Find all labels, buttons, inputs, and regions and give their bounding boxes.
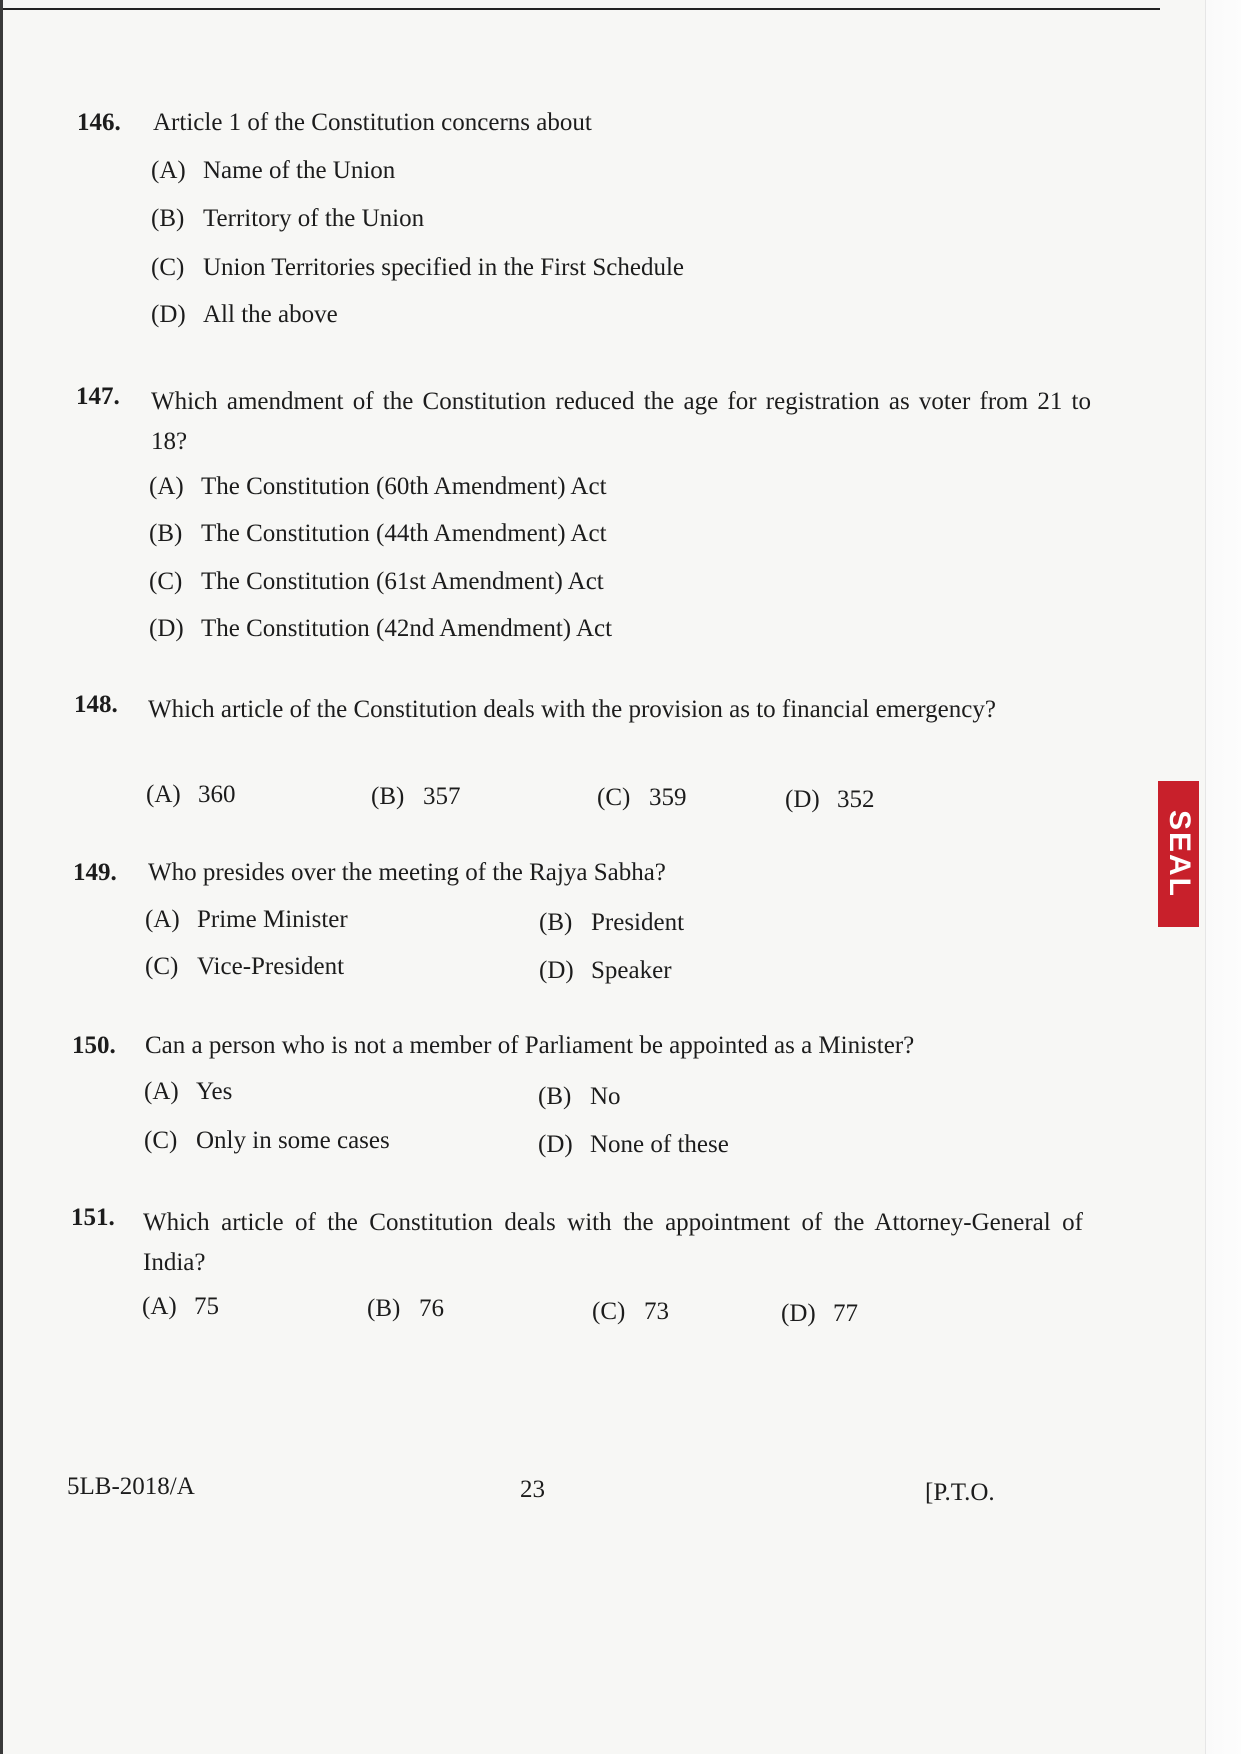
option-label: (A) [146, 781, 181, 808]
option-label: (C) [592, 1298, 626, 1325]
question-number: 147. [76, 383, 120, 410]
option-text: Speaker [591, 957, 672, 984]
option-151-b[interactable] [367, 1294, 444, 1324]
option-text: Territory of the Union [203, 205, 425, 232]
option-text: 360 [198, 781, 236, 808]
question-text: Which amendment of the Constitution reduced the age for registration as voter from 21 to 18? [151, 388, 1091, 455]
question-text: Can a person who is not a member of Parliament be appointed as a Minister? [145, 1032, 915, 1059]
option-148-d[interactable] [785, 785, 875, 815]
option-text: 75 [194, 1293, 219, 1320]
option-147-d[interactable] [149, 614, 612, 644]
option-label: (C) [149, 568, 183, 595]
question-number: 149. [73, 859, 117, 886]
option-151-c[interactable] [592, 1297, 669, 1327]
option-label: (A) [144, 1078, 179, 1105]
option-label: (A) [142, 1293, 177, 1320]
option-label: (D) [781, 1300, 816, 1327]
option-label: (C) [151, 254, 185, 281]
option-text: Name of the Union [203, 157, 396, 184]
option-label: (B) [151, 205, 185, 232]
option-text: Union Territories specified in the First Schedule [203, 254, 685, 281]
option-text: The Constitution (44th Amendment) Act [201, 520, 607, 547]
option-label: (D) [538, 1131, 573, 1158]
question-text: Which article of the Constitution deals with the appointment of the Attorney-General of India? [143, 1209, 1083, 1276]
option-text: President [591, 909, 685, 936]
option-text: 357 [423, 783, 461, 810]
option-label: (A) [149, 473, 184, 500]
option-text: The Constitution (60th Amendment) Act [201, 473, 607, 500]
option-150-b[interactable] [538, 1082, 621, 1112]
question-number: 148. [74, 691, 118, 718]
option-146-a[interactable] [151, 156, 395, 186]
option-text: 77 [833, 1300, 858, 1327]
option-label: (D) [539, 957, 574, 984]
option-label: (D) [151, 301, 186, 328]
option-label: (B) [538, 1083, 572, 1110]
option-151-d[interactable] [781, 1299, 858, 1329]
option-text: All the above [203, 301, 338, 328]
option-text: Vice-President [197, 953, 345, 980]
question-number: 150. [72, 1032, 116, 1059]
option-text: The Constitution (42nd Amendment) Act [201, 615, 613, 642]
option-text: Yes [196, 1078, 233, 1105]
option-149-d[interactable] [539, 956, 672, 986]
option-label: (D) [149, 615, 184, 642]
option-label: (C) [145, 953, 179, 980]
option-label: (B) [149, 520, 183, 547]
option-text: Prime Minister [197, 906, 348, 933]
paper-code: 5LB-2018/A [67, 1473, 195, 1500]
option-label: (B) [539, 909, 573, 936]
option-151-a[interactable] [142, 1292, 219, 1322]
option-text: 76 [419, 1295, 444, 1322]
option-147-b[interactable] [149, 519, 607, 549]
option-label: (C) [597, 784, 631, 811]
seal-tab-text: SEAL [1162, 809, 1196, 899]
option-label: (D) [785, 786, 820, 813]
option-146-b[interactable] [151, 204, 424, 234]
option-label: (B) [371, 783, 405, 810]
option-148-a[interactable] [146, 780, 236, 810]
question-number: 146. [77, 109, 121, 136]
option-146-d[interactable] [151, 300, 338, 330]
option-text: The Constitution (61st Amendment) Act [201, 568, 604, 595]
option-150-a[interactable] [144, 1077, 232, 1107]
option-text: No [590, 1083, 621, 1110]
option-label: (A) [145, 906, 180, 933]
right-page-edge [1205, 0, 1241, 1754]
option-150-d[interactable] [538, 1130, 729, 1160]
option-label: (C) [144, 1127, 178, 1154]
option-label: (B) [367, 1295, 401, 1322]
option-148-c[interactable] [597, 783, 687, 813]
option-149-b[interactable] [539, 908, 684, 938]
option-150-c[interactable] [144, 1126, 390, 1156]
pto-label: [P.T.O. [925, 1479, 995, 1506]
option-text: 359 [649, 784, 687, 811]
question-text: Which article of the Constitution deals with the provision as to financial emergency? [148, 696, 996, 723]
option-text: None of these [590, 1131, 729, 1158]
option-147-c[interactable] [149, 567, 604, 597]
question-number: 151. [71, 1204, 115, 1231]
option-149-c[interactable] [145, 952, 344, 982]
left-page-edge [0, 0, 3, 1754]
seal-tab [1158, 781, 1199, 927]
option-text: 73 [644, 1298, 669, 1325]
question-text: Who presides over the meeting of the Rajya Sabha? [148, 859, 666, 886]
option-149-a[interactable] [145, 905, 348, 935]
page-number: 23 [520, 1476, 545, 1503]
top-rule [0, 8, 1160, 10]
option-text: Only in some cases [196, 1127, 390, 1154]
option-text: 352 [837, 786, 875, 813]
question-text: Article 1 of the Constitution concerns about [153, 109, 592, 136]
option-147-a[interactable] [149, 472, 607, 502]
option-146-c[interactable] [151, 253, 684, 283]
option-label: (A) [151, 157, 186, 184]
option-148-b[interactable] [371, 782, 461, 812]
